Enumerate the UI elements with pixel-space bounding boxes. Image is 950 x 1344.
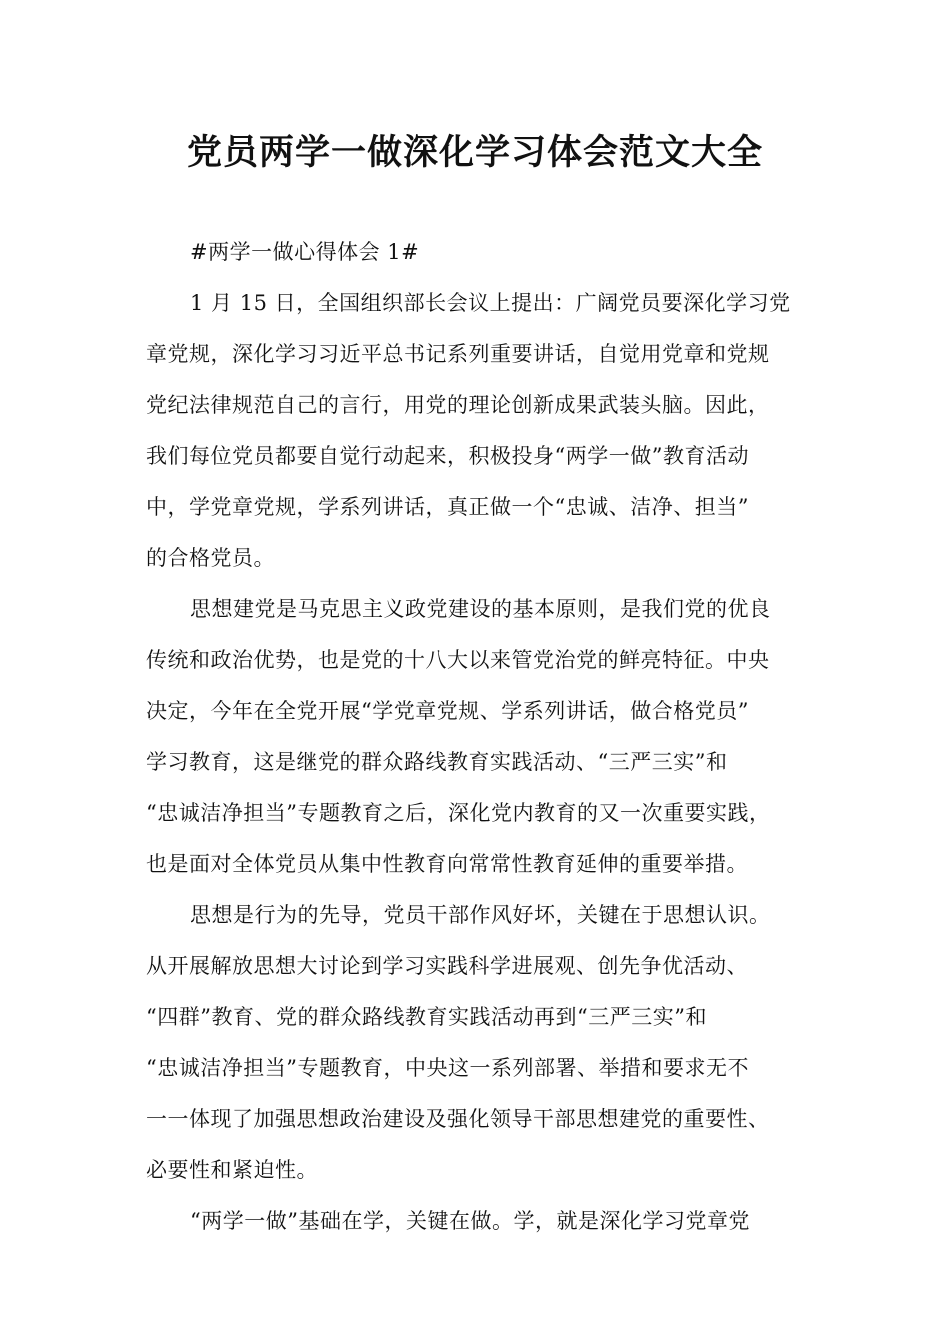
paragraph-line: 党纪法律规范自己的言行，用党的理论创新成果武装头脑。因此， xyxy=(146,393,770,417)
paragraph-line: “忠诚洁净担当”专题教育，中央这一系列部署、举措和要求无不 xyxy=(146,1056,749,1080)
paragraph-line: 思想建党是马克思主义政党建设的基本原则，是我们党的优良 xyxy=(190,597,771,621)
paragraph-line: 也是面对全体党员从集中性教育向常常性教育延伸的重要举措。 xyxy=(146,852,748,876)
paragraph-line: 的合格党员。 xyxy=(146,546,275,570)
paragraph-line: 中，学党章党规，学系列讲话，真正做一个“忠诚、洁净、担当” xyxy=(146,495,749,519)
paragraph-line: 学习教育，这是继党的群众路线教育实践活动、“三严三实”和 xyxy=(146,750,728,774)
document-title: 党员两学一做深化学习体会范文大全 xyxy=(186,133,763,173)
paragraph-line: 章党规，深化学习习近平总书记系列重要讲话，自觉用党章和党规 xyxy=(146,342,770,366)
section-heading-tag: #两学一做心得体会 1# xyxy=(190,240,420,264)
paragraph-line: “忠诚洁净担当”专题教育之后，深化党内教育的又一次重要实践， xyxy=(146,801,771,825)
paragraph-line: 从开展解放思想大讨论到学习实践科学进展观、创先争优活动、 xyxy=(146,954,748,978)
paragraph-line: 一一体现了加强思想政治建设及强化领导干部思想建党的重要性、 xyxy=(146,1107,770,1131)
paragraph-line: “两学一做”基础在学，关键在做。学，就是深化学习党章党 xyxy=(190,1209,750,1233)
document-body xyxy=(146,227,818,1247)
paragraph-line: 思想是行为的先导，党员干部作风好坏，关键在于思想认识。 xyxy=(190,903,771,927)
paragraph-line: 决定，今年在全党开展“学党章党规、学系列讲话，做合格党员” xyxy=(146,699,749,723)
paragraph-line: “四群”教育、党的群众路线教育实践活动再到“三严三实”和 xyxy=(146,1005,707,1029)
paragraph-line: 传统和政治优势，也是党的十八大以来管党治党的鲜亮特征。中央 xyxy=(146,648,770,672)
paragraph-line: 我们每位党员都要自觉行动起来，积极投身“两学一做”教育活动 xyxy=(146,444,749,468)
paragraph-line: 1 月 15 日，全国组织部长会议上提出：广阔党员要深化学习党 xyxy=(190,291,791,315)
paragraph-line: 必要性和紧迫性。 xyxy=(146,1158,318,1182)
